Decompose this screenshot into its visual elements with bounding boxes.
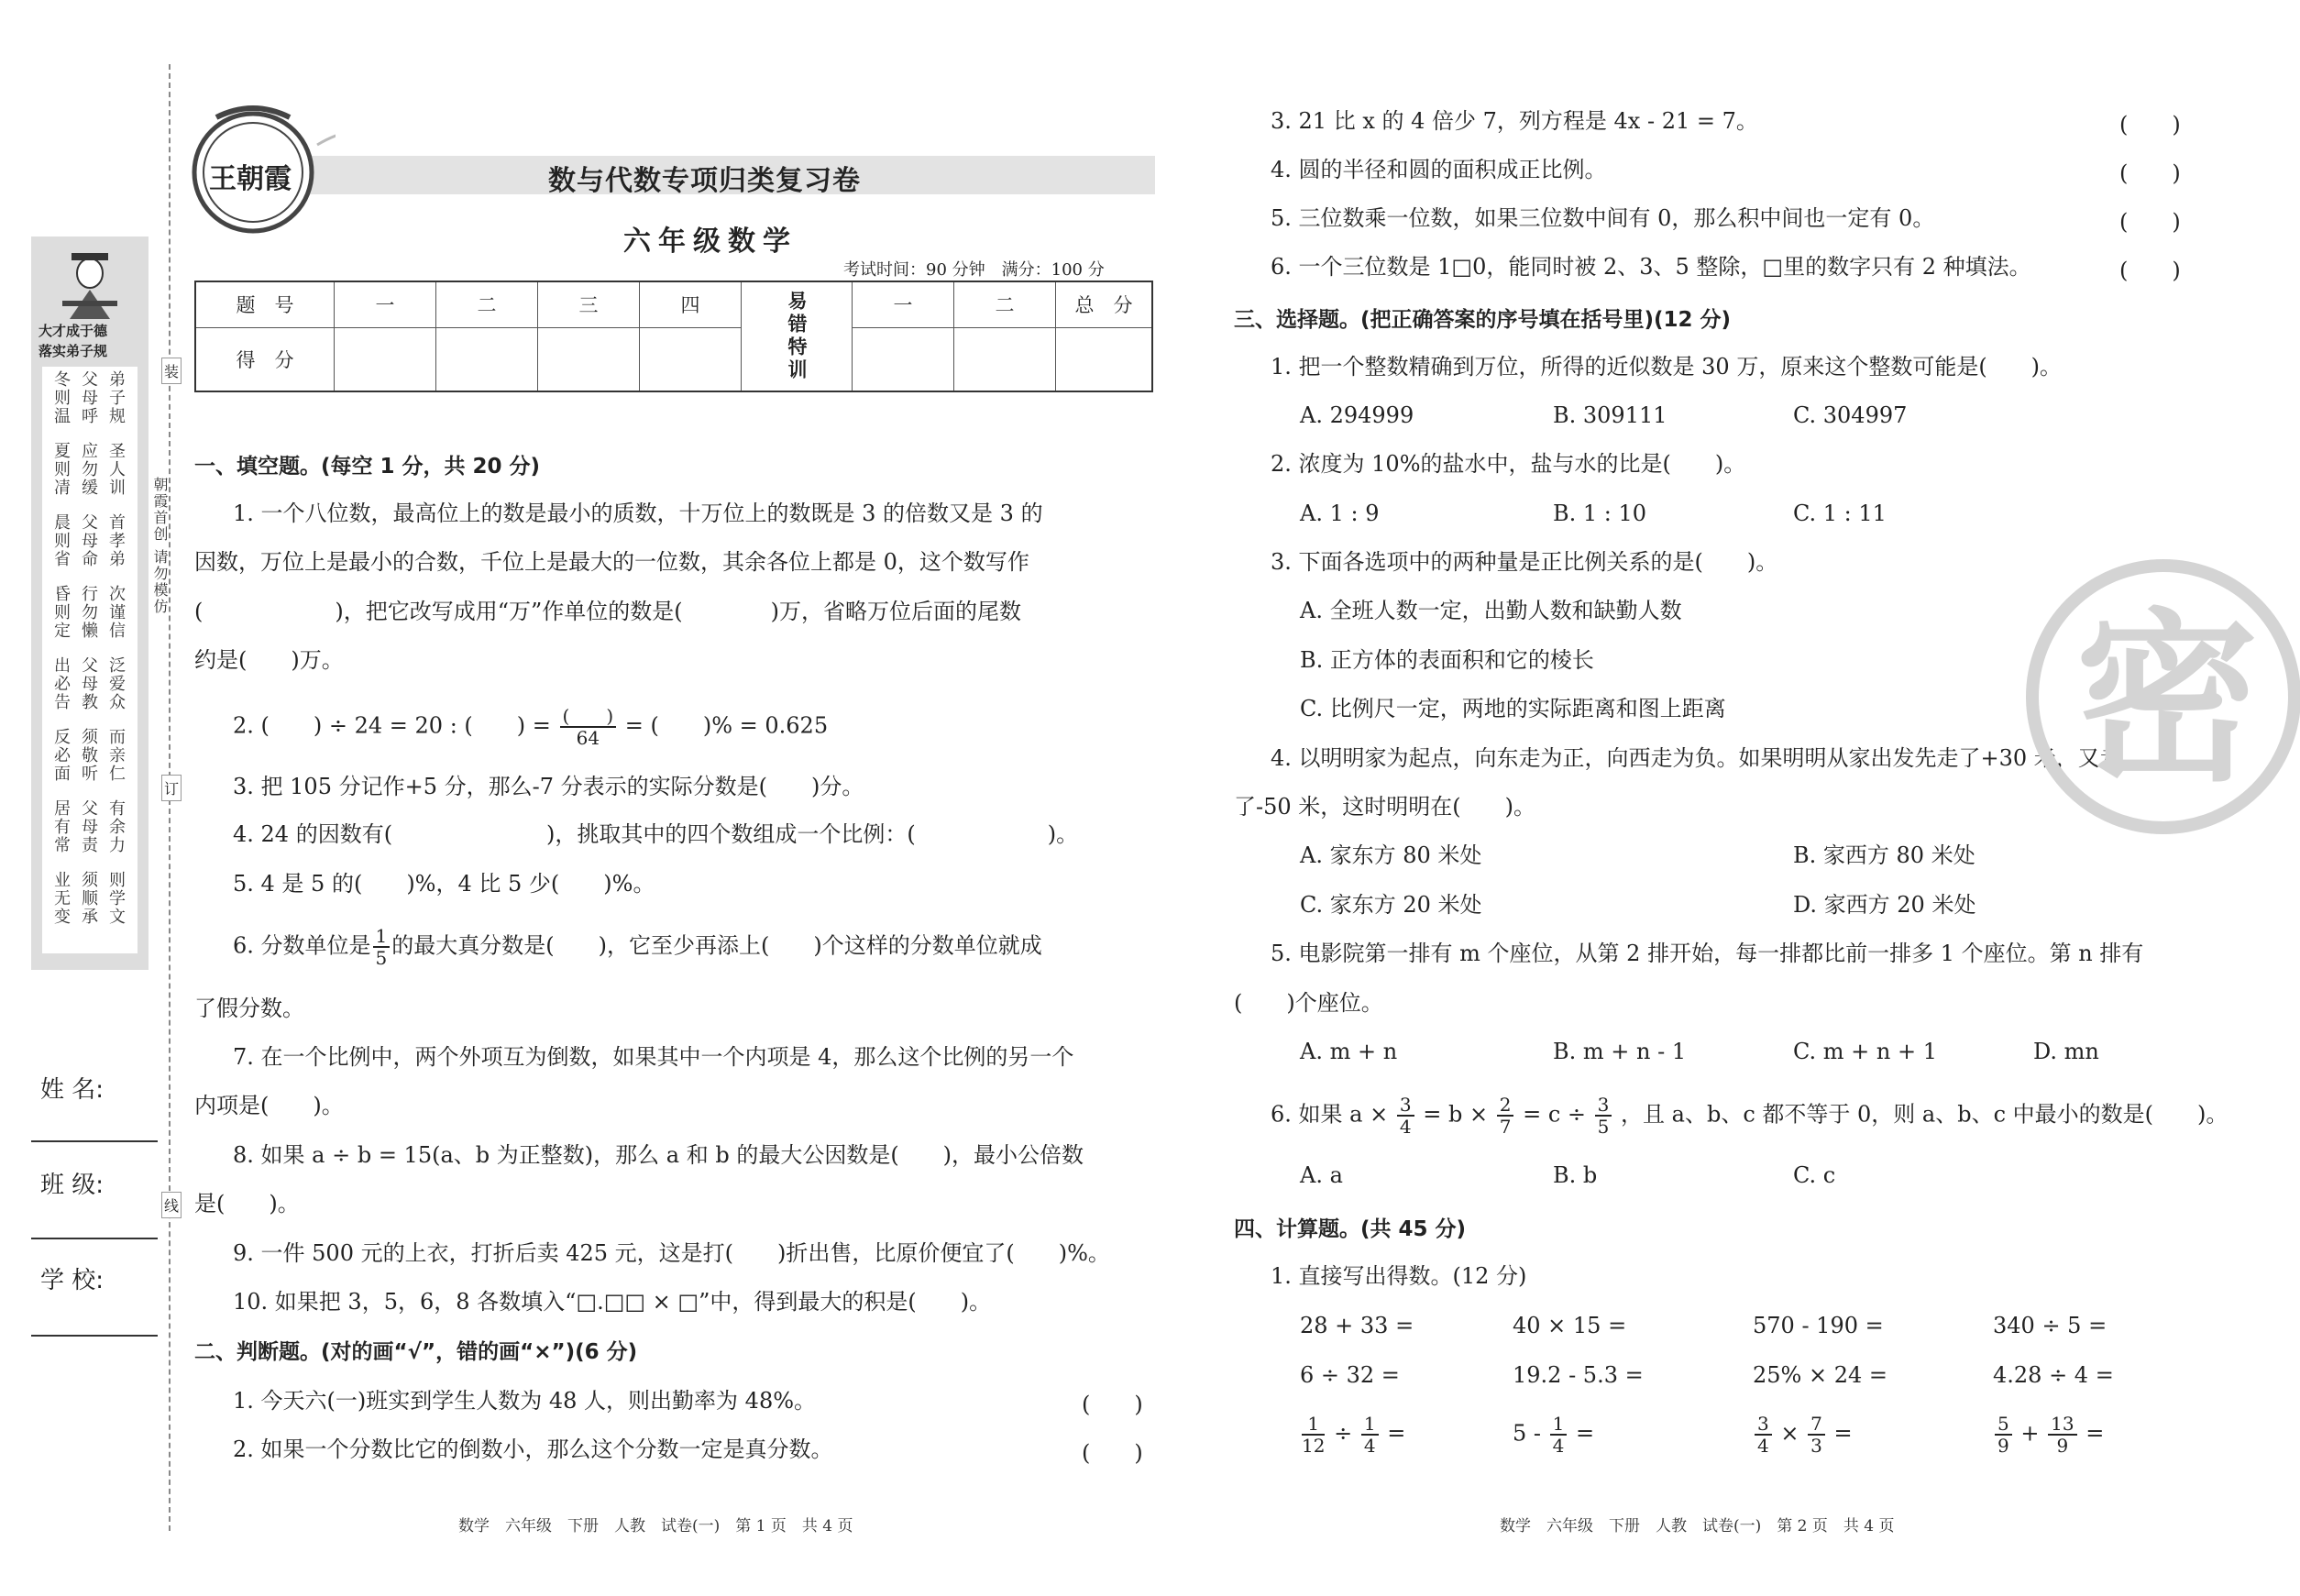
fold-mark: 线	[161, 1192, 182, 1218]
motto-col: 父母责	[79, 799, 98, 854]
option[interactable]: C. m + n + 1	[1793, 1039, 1937, 1064]
question-text: 4. 圆的半径和圆的面积成正比例。	[1271, 157, 1607, 182]
score-cell[interactable]	[1056, 327, 1153, 391]
fraction-denominator: 4	[1399, 1116, 1412, 1138]
q2-pre: 2. ( ) ÷ 24 = 20 : ( ) =	[233, 712, 558, 739]
motto-col: 须敬听	[79, 728, 98, 783]
question-text: 10. 如果把 3，5，6，8 各数填入“□.□□ × □”中，得到最大的积是( )。	[233, 1289, 992, 1315]
question-6	[233, 926, 1042, 968]
option[interactable]: C. 家东方 20 米处	[1300, 892, 1482, 918]
score-header-cell: 总 分	[1056, 281, 1153, 327]
option[interactable]: A. m + n	[1300, 1039, 1398, 1064]
fraction-numerator: 13	[2048, 1414, 2076, 1436]
fraction-numerator: 1	[1550, 1414, 1568, 1436]
equals: =	[1833, 1420, 1853, 1447]
score-header-cell: 一	[853, 281, 954, 327]
fraction	[2048, 1414, 2076, 1456]
question-text: 因数，万位上是最小的合数，千位上是最大的一位数，其余各位上都是 0，这个数写作	[194, 549, 1029, 575]
fraction-denominator: 12	[1302, 1435, 1326, 1457]
motto-col: 有余力	[106, 799, 126, 854]
option[interactable]: A. 1 : 9	[1300, 501, 1380, 526]
question-text: 8. 如果 a ÷ b = 15(a、b 为正整数)，那么 a 和 b 的最大公因数是( )，最小公倍数	[233, 1142, 1084, 1168]
motto-line-1: 大才成于德	[39, 323, 108, 339]
calc-item: 6 ÷ 32 =	[1300, 1362, 1400, 1388]
fraction-numerator: 2	[1497, 1095, 1514, 1117]
question-text: 1. 今天六(一)班实到学生人数为 48 人，则出勤率为 48%。	[233, 1388, 817, 1414]
calc-item	[1300, 1414, 1405, 1456]
section3-title: 三、选择题。(把正确答案的序号填在括号里)(12 分)	[1234, 308, 1732, 332]
option[interactable]: B. 1 : 10	[1553, 501, 1647, 526]
question-2	[233, 706, 828, 748]
motto-col: 居有常	[51, 799, 71, 854]
motto-col: 父母呼	[79, 370, 98, 425]
motto-col: 次谨信	[106, 585, 126, 640]
score-row-label: 得 分	[195, 327, 335, 391]
motto-col: 出必告	[51, 656, 71, 711]
fraction-numerator: 3	[1755, 1414, 1772, 1436]
option[interactable]: C. 304997	[1793, 402, 1908, 428]
question-text: 内项是( )。	[194, 1093, 344, 1118]
fold-mark: 订	[161, 775, 182, 801]
watermark-glyph: 密	[2075, 593, 2260, 807]
score-header-cell: 三	[538, 281, 640, 327]
section4-title: 四、计算题。(共 45 分)	[1234, 1217, 1467, 1241]
option[interactable]: D. mn	[2033, 1039, 2099, 1064]
score-cell[interactable]	[640, 327, 742, 391]
operator: ×	[1780, 1420, 1799, 1447]
question-text: 7. 在一个比例中，两个外项互为倒数，如果其中一个内项是 4，那么这个比例的另一个	[233, 1044, 1074, 1070]
question-3-6	[1271, 1095, 2228, 1137]
fraction-denominator: 9	[2056, 1435, 2069, 1457]
fraction-denominator: 4	[1363, 1435, 1376, 1457]
question-text: 2. 浓度为 10%的盐水中，盐与水的比是( )。	[1271, 451, 1746, 477]
motto-col: 首孝弟	[106, 513, 126, 568]
question-text: 4. 以明明家为起点，向东走为正，向西走为负。如果明明从家出发先走了+30 米，又走	[1271, 745, 2122, 771]
option[interactable]: B. m + n - 1	[1553, 1039, 1687, 1064]
question-text: ( )个座位。	[1234, 990, 1383, 1016]
fraction	[1361, 1414, 1379, 1456]
fraction-denominator: 3	[1810, 1435, 1822, 1457]
score-table	[194, 281, 1153, 392]
calc-item	[1753, 1414, 1853, 1456]
motto-col: 业无变	[51, 871, 71, 926]
question-text: 6. 一个三位数是 1□0，能同时被 2、3、5 整除，□里的数字只有 2 种填法。	[1271, 254, 2031, 280]
q6-pre: 6. 分数单位是	[233, 932, 371, 959]
q6-post: 的最大真分数是( )，它至少再添上( )个这样的分数单位就成	[391, 932, 1042, 959]
fraction-denominator: 64	[576, 727, 600, 749]
score-header-cell: 四	[640, 281, 742, 327]
motto-col: 昏则定	[51, 585, 71, 640]
fraction-denominator: 5	[1597, 1116, 1610, 1138]
fraction	[1808, 1414, 1825, 1456]
question-text: 9. 一件 500 元的上衣，打折后卖 425 元，这是打( )折出售，比原价便宜了( )%。	[233, 1240, 1110, 1266]
page-footer: 数学 六年级 下册 人教 试卷(一) 第 2 页 共 4 页	[1500, 1517, 1895, 1535]
motto-col: 父母命	[79, 513, 98, 568]
motto-col: 父母教	[79, 656, 98, 711]
option[interactable]: A. a	[1300, 1162, 1343, 1188]
motto-line-2: 落实弟子规	[39, 343, 108, 359]
motto-col: 晨则省	[51, 513, 71, 568]
score-cell[interactable]	[538, 327, 640, 391]
fraction	[1595, 1095, 1612, 1137]
answer-paren[interactable]: ( )	[1082, 1440, 1143, 1466]
score-cell[interactable]	[853, 327, 954, 391]
brand-logo-text: 王朝霞	[209, 163, 292, 195]
fraction	[1550, 1414, 1568, 1456]
answer-paren[interactable]: ( )	[2119, 258, 2181, 283]
motto-col: 冬则温	[51, 370, 71, 425]
fraction	[1755, 1414, 1772, 1456]
option[interactable]: A. 家东方 80 米处	[1300, 842, 1482, 868]
question-text: 1. 把一个整数精确到万位，所得的近似数是 30 万，原来这个整数可能是( )。	[1271, 354, 2063, 380]
q2-post: = ( )% = 0.625	[618, 712, 829, 739]
question-text: 5. 三位数乘一位数，如果三位数中间有 0，那么积中间也一定有 0。	[1271, 205, 1935, 231]
motto-col: 夏则凊	[51, 442, 71, 497]
calc-item: 28 + 33 =	[1300, 1313, 1414, 1338]
section2-title: 二、判断题。(对的画“√”，错的画“×”)(6 分)	[194, 1340, 638, 1364]
calc-pre: 5 -	[1513, 1420, 1542, 1447]
question-text: 3. 把 105 分记作+5 分，那么-7 分表示的实际分数是( )分。	[233, 774, 864, 799]
fraction-denominator: 5	[375, 947, 388, 969]
q6-part: ，且 a、b、c 都不等于 0，则 a、b、c 中最小的数是( )。	[1621, 1101, 2228, 1128]
motto-col: 应勿缓	[79, 442, 98, 497]
score-header-cell: 二	[954, 281, 1056, 327]
fraction-numerator: 1	[1302, 1414, 1325, 1436]
calc-item: 25% × 24 =	[1753, 1362, 1887, 1388]
operator: ÷	[1334, 1420, 1353, 1447]
motto-col: 须顺承	[79, 871, 98, 926]
motto-col: 泛爱众	[106, 656, 126, 711]
question-text: ( )，把它改写成用“万”作单位的数是( )万，省略万位后面的尾数	[194, 599, 1021, 624]
question-text: 1. 直接写出得数。(12 分)	[1271, 1263, 1527, 1289]
school-label: 学 校:	[40, 1267, 105, 1294]
q6-part: 6. 如果 a ×	[1271, 1101, 1389, 1128]
name-field[interactable]	[31, 1140, 158, 1142]
confidential-watermark	[2026, 559, 2300, 834]
fraction	[1302, 1414, 1325, 1456]
equals: =	[1387, 1420, 1406, 1447]
answer-paren[interactable]: ( )	[2119, 160, 2181, 186]
fraction-numerator: 1	[1361, 1414, 1379, 1436]
fraction	[373, 926, 391, 968]
fraction-numerator: 7	[1808, 1414, 1825, 1436]
school-field[interactable]	[31, 1335, 158, 1337]
calc-item: 4.28 ÷ 4 =	[1993, 1362, 2114, 1388]
question-text: 5. 4 是 5 的( )%，4 比 5 少( )%。	[233, 871, 655, 897]
fraction-numerator: 5	[1995, 1414, 2012, 1436]
fraction	[1497, 1095, 1514, 1137]
class-field[interactable]	[31, 1238, 158, 1239]
scholar-figure-icon	[62, 246, 117, 319]
calc-item: 40 × 15 =	[1513, 1313, 1627, 1338]
option[interactable]: C. c	[1793, 1162, 1836, 1188]
option[interactable]: C. 比例尺一定，两地的实际距离和图上距离	[1300, 696, 1726, 721]
exam-info: 考试时间：90 分钟 满分：100 分	[843, 260, 1105, 280]
calc-item	[1513, 1414, 1594, 1456]
name-label: 姓 名:	[40, 1076, 105, 1104]
calc-item: 340 ÷ 5 =	[1993, 1313, 2107, 1338]
sidebar-motto-panel	[31, 237, 149, 970]
class-label: 班 级:	[40, 1172, 105, 1199]
score-header-cell: 题 号	[195, 281, 335, 327]
fraction	[1397, 1095, 1414, 1137]
fraction-numerator: 3	[1397, 1095, 1414, 1117]
fraction-numerator: 3	[1595, 1095, 1612, 1117]
fraction	[1995, 1414, 2012, 1456]
motto-col: 行勿懒	[79, 585, 98, 640]
question-text: 了假分数。	[194, 996, 304, 1021]
equals: =	[1576, 1420, 1595, 1447]
option[interactable]: B. b	[1553, 1162, 1598, 1188]
motto-columns	[42, 367, 138, 953]
section1-title: 一、填空题。(每空 1 分，共 20 分)	[194, 455, 541, 479]
question-text: 了-50 米，这时明明在( )。	[1234, 794, 1536, 820]
question-text: 2. 如果一个分数比它的倒数小，那么这个分数一定是真分数。	[233, 1436, 833, 1462]
paper-subject: 六年级数学	[623, 226, 798, 258]
page-footer: 数学 六年级 下册 人教 试卷(一) 第 1 页 共 4 页	[458, 1517, 853, 1535]
motto-col: 弟子规	[106, 370, 126, 425]
motto-col: 反必面	[51, 728, 71, 783]
option[interactable]: B. 家西方 80 米处	[1793, 842, 1975, 868]
score-header-cell: 一	[335, 281, 436, 327]
option[interactable]: A. 全班人数一定，出勤人数和缺勤人数	[1300, 598, 1682, 623]
fraction-denominator: 4	[1757, 1435, 1769, 1457]
fraction-denominator: 4	[1552, 1435, 1565, 1457]
calc-item: 570 - 190 =	[1753, 1313, 1884, 1338]
option[interactable]: D. 家西方 20 米处	[1793, 892, 1976, 918]
fraction	[560, 706, 617, 748]
score-header-cell: 二	[436, 281, 538, 327]
question-text: 约是( )万。	[194, 647, 344, 673]
motto-col: 圣人训	[106, 442, 126, 497]
calc-item	[1993, 1414, 2104, 1456]
answer-paren[interactable]: ( )	[2119, 209, 2181, 235]
question-text: 是( )。	[194, 1191, 300, 1216]
motto-col: 则学文	[106, 871, 126, 926]
fold-mark: 装	[161, 358, 182, 384]
option[interactable]: A. 294999	[1300, 402, 1414, 428]
question-text: 3. 下面各选项中的两种量是正比例关系的是( )。	[1271, 549, 1778, 575]
fraction-numerator: 1	[373, 926, 391, 948]
fraction-denominator: 7	[1499, 1116, 1512, 1138]
q6-part: = b ×	[1423, 1101, 1489, 1128]
option[interactable]: C. 1 : 11	[1793, 501, 1887, 526]
option[interactable]: B. 正方体的表面积和它的棱长	[1300, 647, 1594, 673]
paper-title: 数与代数专项归类复习卷	[548, 165, 861, 197]
score-cell[interactable]	[954, 327, 1056, 391]
fraction-numerator: ( )	[560, 706, 617, 728]
motto-col: 而亲仁	[106, 728, 126, 783]
score-header-cell: 易错特训	[742, 281, 853, 391]
q6-part: = c ÷	[1523, 1101, 1586, 1128]
calc-item: 19.2 - 5.3 =	[1513, 1362, 1644, 1388]
fraction-denominator: 9	[1997, 1435, 2009, 1457]
copyright-note: 朝霞首创 请勿模仿	[151, 477, 169, 616]
answer-paren[interactable]: ( )	[2119, 112, 2181, 138]
answer-paren[interactable]: ( )	[1082, 1392, 1143, 1417]
question-text: 5. 电影院第一排有 m 个座位，从第 2 排开始，每一排都比前一排多 1 个座位。第 n 排有	[1271, 941, 2144, 966]
operator: +	[2020, 1420, 2040, 1447]
option[interactable]: B. 309111	[1553, 402, 1667, 428]
score-cell[interactable]	[335, 327, 436, 391]
question-text: 3. 21 比 x 的 4 倍少 7，列方程是 4x - 21 = 7。	[1271, 108, 1758, 134]
score-cell[interactable]	[436, 327, 538, 391]
equals: =	[2085, 1420, 2105, 1447]
question-text: 4. 24 的因数有( )，挑取其中的四个数组成一个比例：( )。	[233, 821, 1079, 847]
question-text: 1. 一个八位数，最高位上的数是最小的质数，十万位上的数既是 3 的倍数又是 3 的	[233, 501, 1043, 526]
